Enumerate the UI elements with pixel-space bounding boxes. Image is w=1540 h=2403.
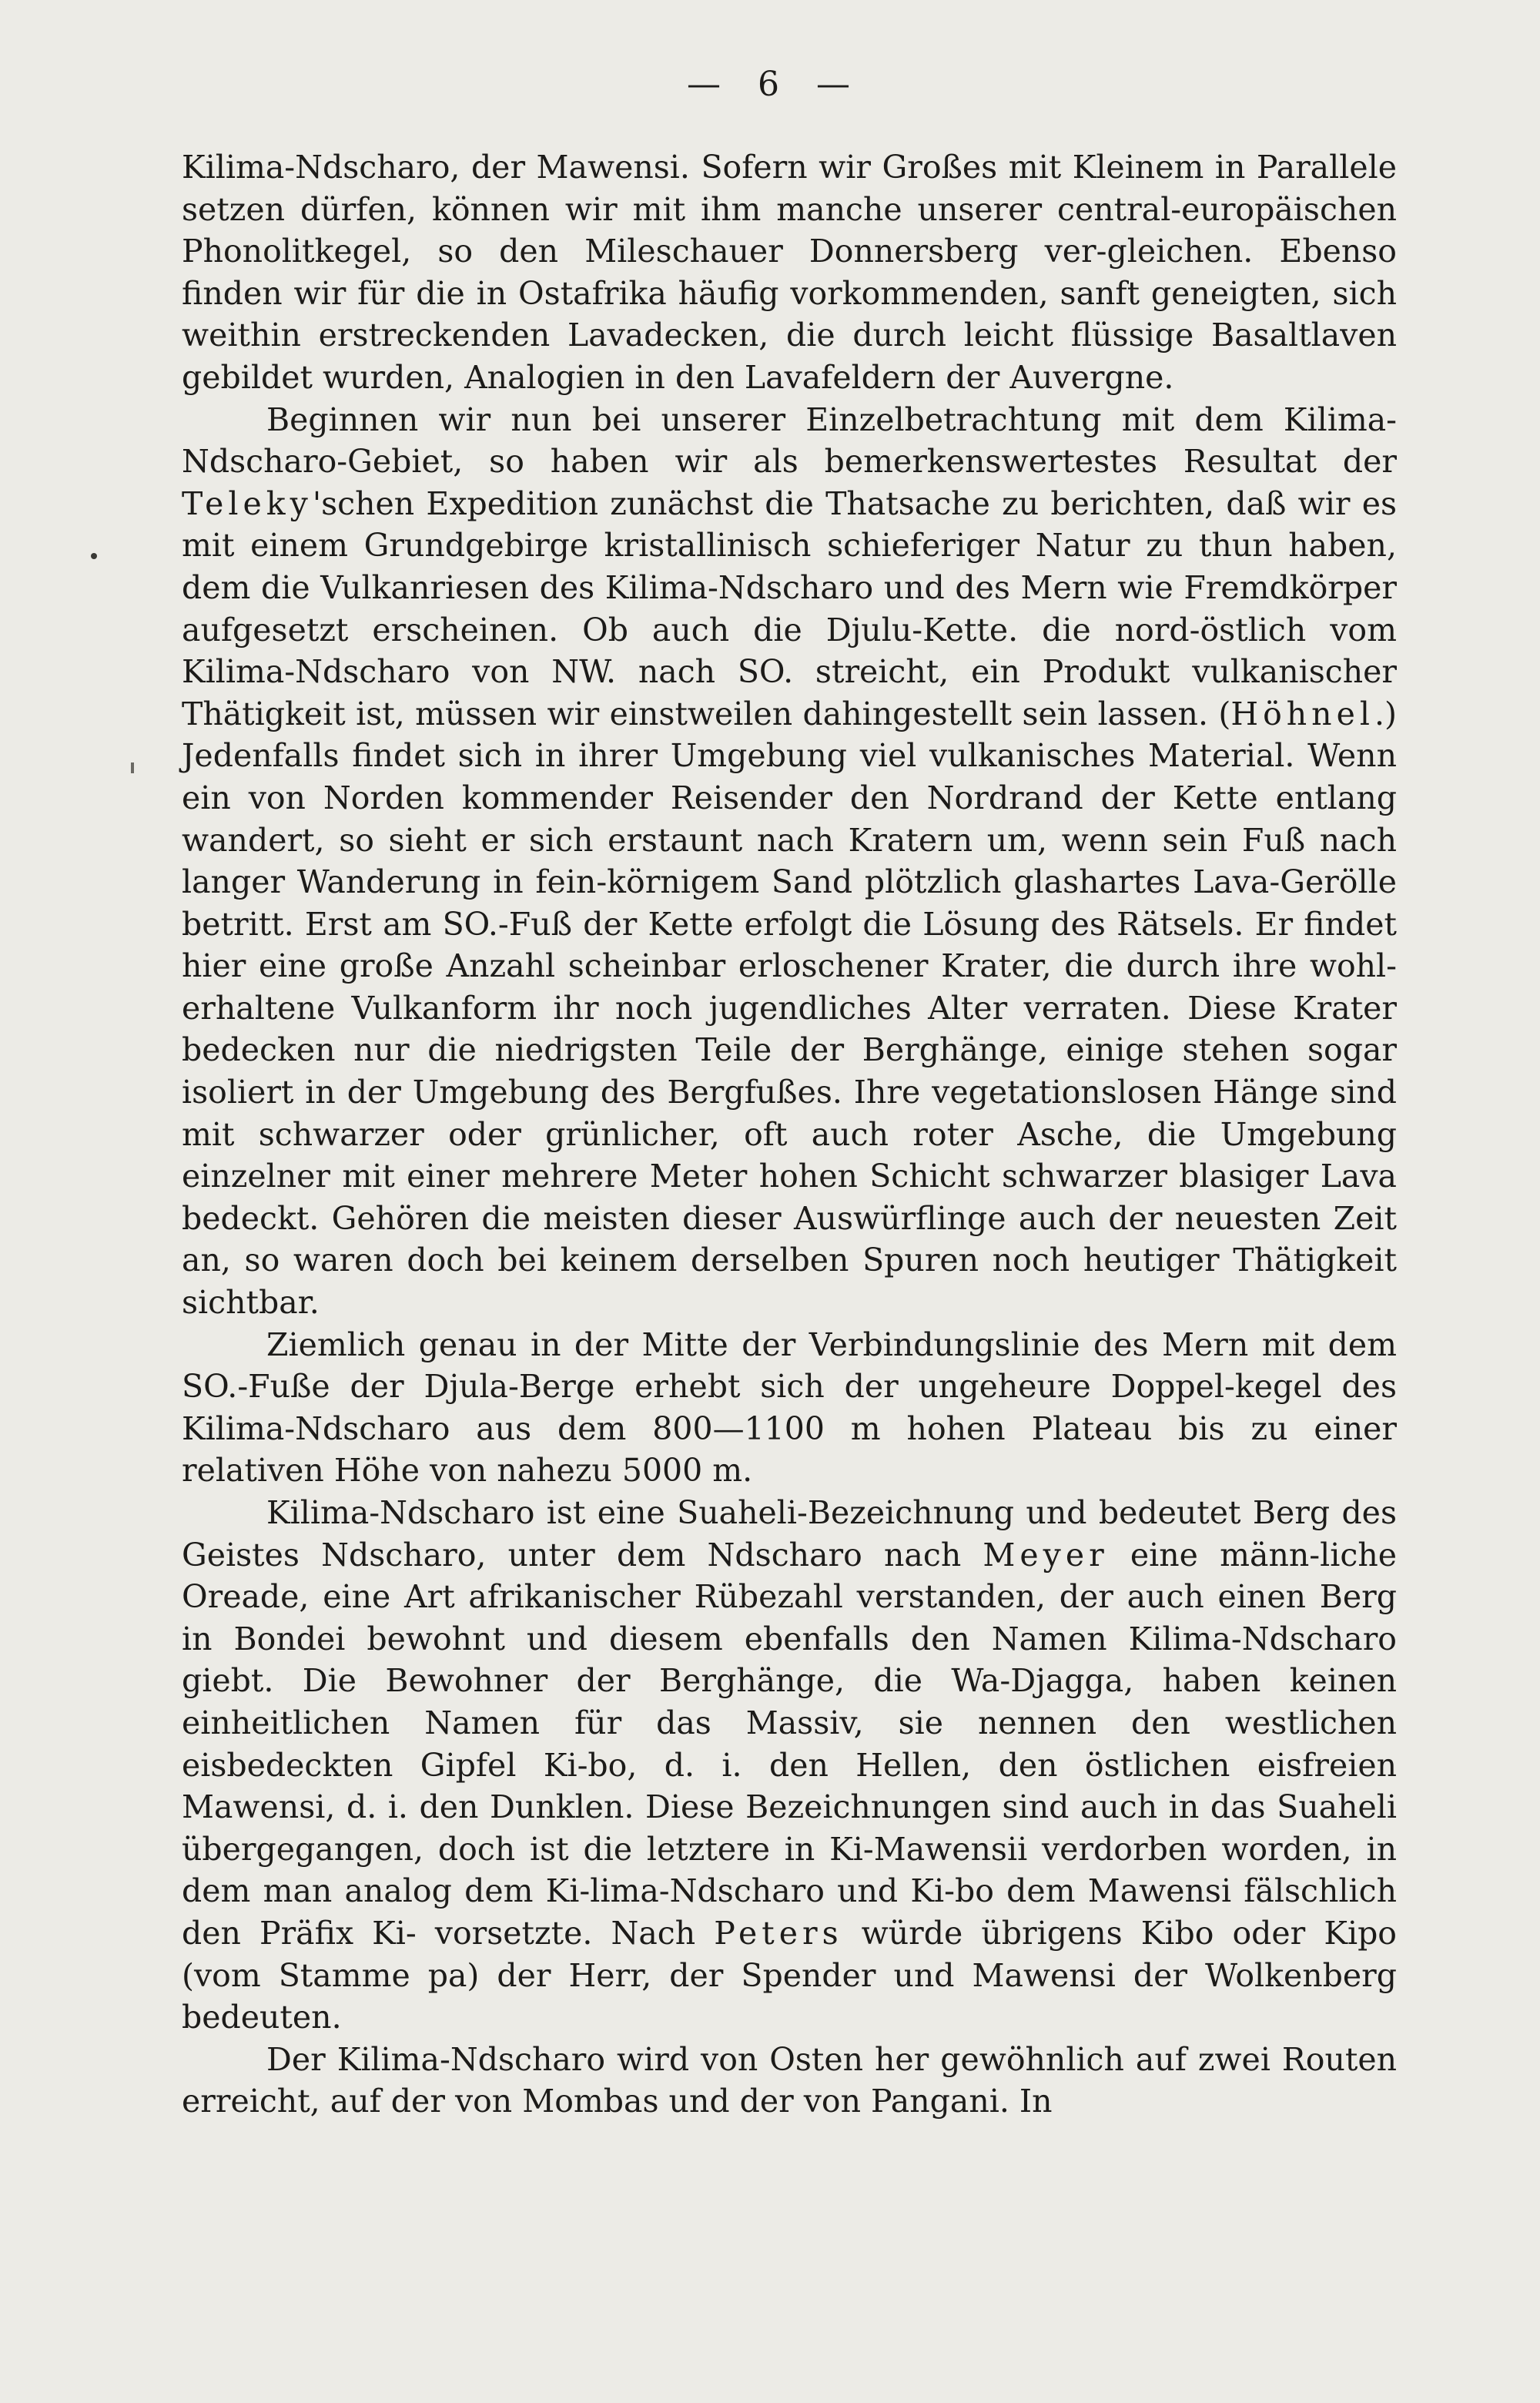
paragraph-5-text: Der Kilima-Ndscharo wird von Osten her gewöhnlich auf zwei Routen erreicht, auf der von Mombas und der von Pangani. In	[182, 2040, 1397, 2120]
paragraph-2-spaced-name-hoehnel: Höhnel	[1230, 695, 1374, 732]
paragraph-2-text-after: .) Jedenfalls findet sich in ihrer Umgebung viel vulkanisches Material. Wenn ein von Norden kommender Reisender den Nordrand der Kette entlang wandert, so sieht er sich erstaunt nach Kratern um, wenn sein Fuß nach langer Wanderung in fein-körnigem Sand plötzlich glashartes Lava-Gerölle betritt. Erst am SO.-Fuß der Kette erfolgt die Lösung des Rätsels. Er findet hier eine große Anzahl scheinbar erloschener Krater, die durch ihre wohl-erhaltene Vulkanform ihr noch jugendliches Alter verraten. Diese Krater bedecken nur die niedrigsten Teile der Berghänge, einige stehen sogar isoliert in der Umgebung des Bergfußes. Ihre vegetationslosen Hänge sind mit schwarzer oder grünlicher, oft auch roter Asche, die Umgebung einzelner mit einer mehrere Meter hohen Schicht schwarzer blasiger Lava bedeckt. Gehören die meisten dieser Auswürflinge auch der neuesten Zeit an, so waren doch bei keinem derselben Spuren noch heutiger Thätigkeit sichtbar.	[182, 695, 1397, 1322]
page-header	[0, 65, 1540, 104]
paragraph-2-text-mid: 'schen Expedition zunächst die Thatsache zu berichten, daß wir es mit einem Grundgebirge kristallinisch schieferiger Natur zu thun haben, dem die Vulkanriesen des Kilima-Ndscharo und des Mern wie Fremdkörper aufgesetzt erscheinen. Ob auch die Djulu-Kette. die nord-östlich vom Kilima-Ndscharo von NW. nach SO. streicht, ein Produkt vulkanischer Thätigkeit ist, müssen wir einstweilen dahingestellt sein lassen. (	[182, 484, 1397, 732]
margin-tick-mark	[131, 762, 134, 773]
paragraph-4-spaced-name-meyer: Meyer	[983, 1536, 1109, 1574]
paragraph-4-text-mid: eine männ-liche Oreade, eine Art afrikanischer Rübezahl verstanden, der auch einen Berg in Bondei bewohnt und diesem ebenfalls den Namen Kilima-Ndscharo giebt. Die Bewohner der Berghänge, die Wa-Djagga, haben keinen einheitlichen Namen für das Massiv, sie nennen den westlichen eisbedeckten Gipfel Ki-bo, d. i. den Hellen, den östlichen eisfreien Mawensi, d. i. den Dunklen. Diese Bezeichnungen sind auch in das Suaheli übergegangen, doch ist die letztere in Ki-Mawensii verdorben worden, in dem man analog dem Ki-lima-Ndscharo und Ki-bo dem Mawensi fälschlich den Präfix Ki- vorsetzte. Nach	[182, 1536, 1397, 1952]
paragraph-4-text-after: würde übrigens Kibo oder Kipo (vom Stamme pa) der Herr, der Spender und Mawensi der Wolkenberg bedeuten.	[182, 1914, 1397, 2036]
paragraph-2-spaced-name-teleky: Teleky	[182, 484, 313, 522]
paragraph-3-text: Ziemlich genau in der Mitte der Verbindungslinie des Mern mit dem SO.-Fuße der Djula-Berge erhebt sich der ungeheure Doppel-kegel des Kilima-Ndscharo aus dem 800—1100 m hohen Plateau bis zu einer relativen Höhe von nahezu 5000 m.	[182, 1326, 1397, 1490]
paragraph-1-text: Kilima-Ndscharo, der Mawensi. Sofern wir Großes mit Kleinem in Parallele setzen dürfen, können wir mit ihm manche unserer central-europäischen Phonolitkegel, so den Mileschauer Donnersberg ver-gleichen. Ebenso finden wir für die in Ostafrika häufig vorkommenden, sanft geneigten, sich weithin erstreckenden Lavadecken, die durch leicht flüssige Basaltlaven gebildet wurden, Analogien in den Lavafeldern der Auvergne.	[182, 149, 1397, 396]
paragraph-3	[182, 1324, 1397, 1492]
paragraph-4	[182, 1492, 1397, 2039]
paragraph-5	[182, 2039, 1397, 2123]
paragraph-2	[182, 399, 1397, 1324]
margin-dot-mark	[91, 553, 97, 559]
paragraph-4-text-before: Kilima-Ndscharo ist eine Suaheli-Bezeichnung und bedeutet Berg des Geistes Ndscharo, unter dem Ndscharo nach	[182, 1494, 1397, 1574]
paragraph-2-text-before: Beginnen wir nun bei unserer Einzelbetrachtung mit dem Kilima-Ndscharo-Gebiet, so haben wir als bemerkenswertestes Resultat der	[182, 400, 1397, 481]
paragraph-1	[182, 146, 1397, 399]
paragraph-4-spaced-name-peters: Peters	[714, 1914, 843, 1952]
header-dash-left: —	[687, 65, 724, 104]
page-number: 6	[758, 65, 782, 104]
body-text	[182, 146, 1397, 2123]
header-dash-right: —	[816, 65, 853, 104]
